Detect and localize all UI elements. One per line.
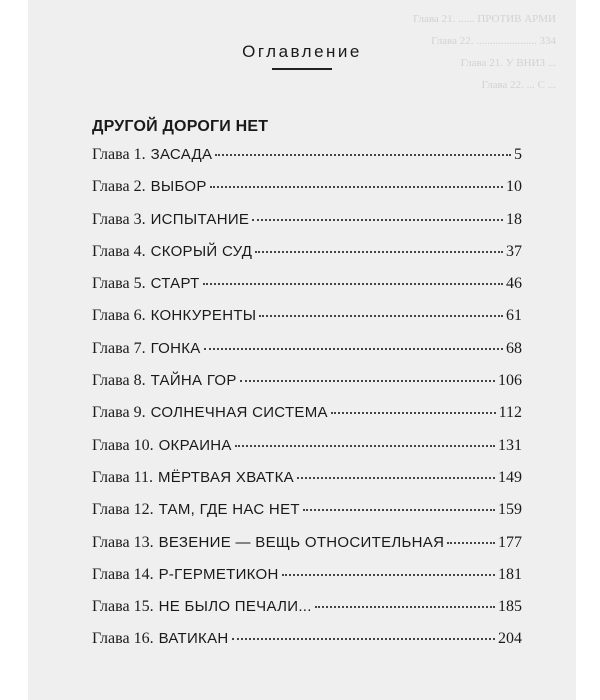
dot-leader [315, 605, 495, 608]
chapter-page-number: 159 [498, 501, 522, 519]
chapter-title: НЕ БЫЛО ПЕЧАЛИ... [158, 598, 312, 616]
chapter-number: Глава 15. [92, 598, 154, 616]
chapter-title: ТАМ, ГДЕ НАС НЕТ [158, 501, 300, 519]
dot-leader [240, 379, 495, 382]
chapter-number: Глава 2. [92, 178, 146, 196]
chapter-number: Глава 11. [92, 468, 153, 486]
chapter-number: Глава 3. [92, 210, 146, 228]
chapter-page-number: 181 [498, 565, 522, 583]
toc-entry [92, 437, 522, 469]
chapter-page-number: 61 [506, 307, 522, 325]
chapter-number: Глава 16. [92, 630, 154, 648]
chapter-title: СОЛНЕЧНАЯ СИСТЕМА [150, 404, 328, 422]
toc-heading: Оглавление [242, 42, 362, 61]
chapter-page-number: 18 [506, 210, 522, 228]
chapter-page-number: 177 [498, 533, 522, 551]
chapter-number: Глава 1. [92, 146, 146, 163]
toc-list [92, 146, 522, 663]
dot-leader [215, 153, 511, 156]
dot-leader [297, 476, 495, 479]
chapter-page-number: 5 [514, 146, 522, 163]
bleed-line: Глава 22. ...................... 334 [431, 35, 556, 47]
dot-leader [203, 282, 503, 285]
chapter-page-number: 10 [506, 178, 522, 196]
chapter-page-number: 149 [498, 468, 522, 486]
toc-entry [92, 178, 522, 210]
toc-entry [92, 211, 522, 243]
chapter-title: КОНКУРЕНТЫ [150, 307, 257, 325]
chapter-title: ВЕЗЕНИЕ — ВЕЩЬ ОТНОСИТЕЛЬНАЯ [158, 533, 445, 551]
chapter-page-number: 204 [498, 630, 522, 648]
chapter-title: ВЫБОР [150, 178, 207, 196]
chapter-page-number: 68 [506, 339, 522, 357]
chapter-title: ТАЙНА ГОР [150, 372, 237, 390]
chapter-number: Глава 6. [92, 307, 146, 325]
chapter-title: ИСПЫТАНИЕ [150, 210, 250, 228]
chapter-page-number: 131 [498, 436, 522, 454]
chapter-title: Р-ГЕРМЕТИКОН [158, 565, 279, 583]
dot-leader [235, 444, 495, 447]
chapter-number: Глава 9. [92, 404, 146, 422]
dot-leader [210, 185, 503, 188]
chapter-number: Глава 5. [92, 275, 146, 293]
chapter-page-number: 185 [498, 598, 522, 616]
dot-leader [255, 250, 503, 253]
heading-rule [272, 68, 332, 70]
chapter-number: Глава 4. [92, 242, 146, 260]
toc-entry [92, 501, 522, 533]
chapter-title: ГОНКА [150, 339, 201, 357]
dot-leader [252, 218, 503, 221]
toc-entry [92, 534, 522, 566]
dot-leader [303, 508, 495, 511]
dot-leader [232, 637, 495, 640]
bleed-line: Глава 22. ... С ... [481, 79, 556, 91]
chapter-number: Глава 14. [92, 565, 154, 583]
toc-entry [92, 598, 522, 630]
book-page [28, 0, 576, 700]
chapter-title: ЗАСАДА [150, 146, 213, 163]
toc-entry [92, 340, 522, 372]
chapter-title: СТАРТ [150, 275, 200, 293]
dot-leader [259, 314, 503, 317]
chapter-number: Глава 8. [92, 372, 146, 390]
toc-entry [92, 566, 522, 598]
chapter-number: Глава 13. [92, 533, 154, 551]
toc-entry [92, 372, 522, 404]
chapter-number: Глава 7. [92, 339, 146, 357]
toc-entry [92, 630, 522, 662]
chapter-number: Глава 10. [92, 436, 154, 454]
toc-entry [92, 275, 522, 307]
dot-leader [204, 347, 503, 350]
toc-entry [92, 404, 522, 436]
toc-entry [92, 307, 522, 339]
chapter-page-number: 106 [498, 372, 522, 390]
chapter-title: МЁРТВАЯ ХВАТКА [157, 468, 294, 486]
chapter-page-number: 46 [506, 275, 522, 293]
section-title: ДРУГОЙ ДОРОГИ НЕТ [92, 118, 269, 135]
bleed-line: Глава 21. ...... ПРОТИВ АРМИ [412, 13, 556, 25]
dot-leader [282, 573, 495, 576]
chapter-title: СКОРЫЙ СУД [150, 242, 253, 260]
toc-entry [92, 469, 522, 501]
toc-entry [92, 243, 522, 275]
chapter-number: Глава 12. [92, 501, 154, 519]
chapter-page-number: 37 [506, 242, 522, 260]
dot-leader [447, 541, 495, 544]
chapter-title: ОКРАИНА [158, 436, 232, 454]
toc-entry [92, 146, 522, 178]
dot-leader [331, 411, 496, 414]
chapter-page-number: 112 [498, 404, 522, 422]
bleed-line: Глава 21. У ВНИЗ ... [460, 57, 556, 69]
chapter-title: ВАТИКАН [158, 630, 229, 648]
